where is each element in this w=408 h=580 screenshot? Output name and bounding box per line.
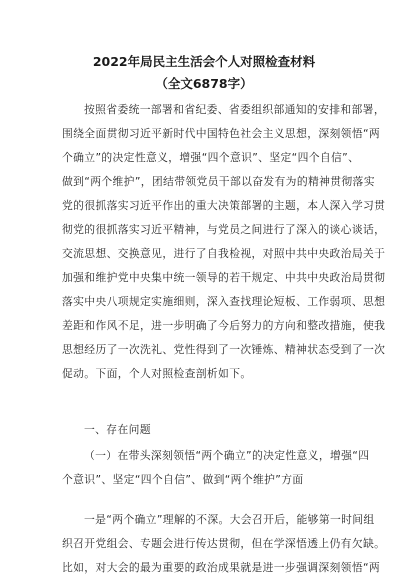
intro-line: 差距和作风不足，进一步明确了今后努力的方向和整改措施，使我	[62, 319, 386, 332]
intro-line: 落实中央八项规定实施细则，深入查找理论短板、工作弱项、思想	[62, 295, 386, 308]
document-subtitle: （全文6878字）	[155, 76, 253, 91]
intro-line: 按照省委统一部署和省纪委、省委组织部通知的安排和部署，	[84, 103, 385, 116]
subsection-heading-line: （一）在带头深刻领悟“两个确立”的决定性意义，增强“四	[84, 449, 370, 462]
section-heading: 一、存在问题	[84, 423, 151, 436]
intro-line: 党的很抓落实习近平作出的重大决策部署的主题，本人深入学习贯	[62, 199, 386, 212]
intro-line: 促动。下面，个人对照检查剖析如下。	[62, 367, 252, 380]
subsection-heading-line: 个意识”、坚定“四个自信”、做到“两个维护”方面	[62, 473, 304, 486]
intro-line: 思想经历了一次洗礼、党性得到了一次锤炼、精神状态受到了一次	[62, 343, 386, 356]
intro-line: 个确立”的决定性意义，增强“四个意识”、坚定“四个自信”、	[62, 151, 360, 164]
intro-line: 加强和维护党中央集中统一领导的若干规定、中共中央政治局贯彻	[62, 271, 386, 284]
intro-line: 交流思想、交换意见，进行了自我检视，对照中共中央政治局关于	[62, 247, 386, 260]
intro-line: 彻党的很抓落实习近平精神，与党员之间进行了深入的谈心谈话，	[62, 223, 386, 236]
intro-line: 做到“两个维护”，团结带领党员干部以奋发有为的精神贯彻落实	[62, 175, 375, 188]
body-line: 比如，对大会的最为重要的政治成果就是进一步强调深刻领悟“两	[62, 561, 381, 574]
document-title: 2022年局民主生活会个人对照检查材料	[92, 54, 316, 69]
body-line: 织召开党组会、专题会进行传达贯彻，但在学深悟透上仍有欠缺。	[62, 537, 386, 550]
body-line: 一是“两个确立”理解的不深。大会召开后，能够第一时间组	[84, 513, 375, 526]
intro-line: 围绕全面贯彻习近平新时代中国特色社会主义思想，深刻领悟“两	[62, 127, 381, 140]
